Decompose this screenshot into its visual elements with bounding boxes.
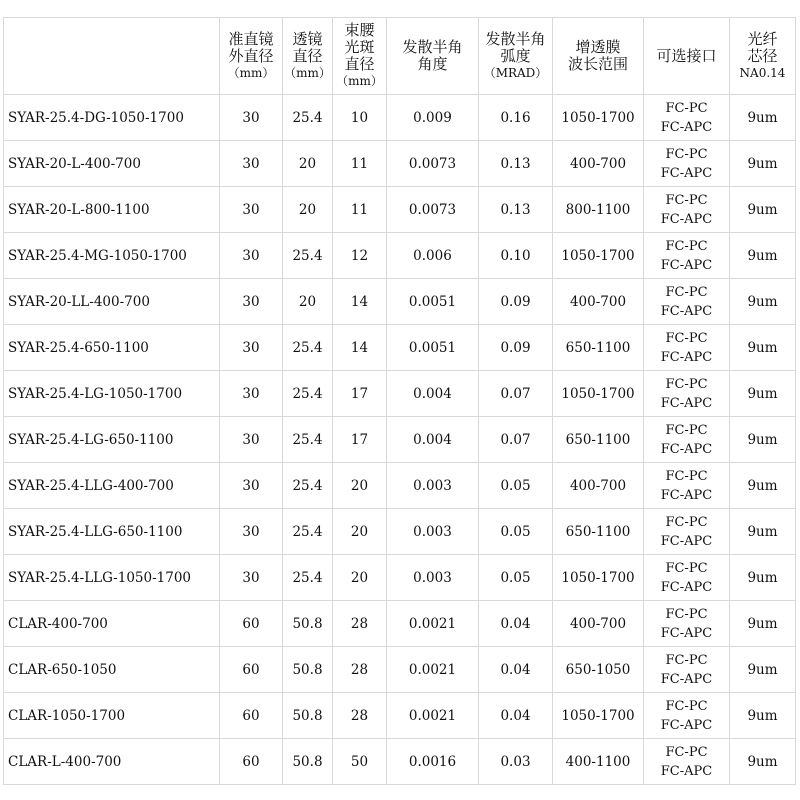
cell-model: CLAR-L-400-700 (4, 739, 220, 785)
cell-waist-diameter: 11 (333, 141, 387, 187)
connector-option: FC-APC (660, 119, 713, 135)
cell-model: CLAR-650-1050 (4, 647, 220, 693)
cell-half-angle-deg: 0.0021 (387, 693, 479, 739)
cell-collimator-od: 30 (220, 95, 283, 141)
connector-option: FC-PC (665, 100, 708, 116)
cell-half-angle-mrad: 0.10 (479, 233, 553, 279)
cell-model: SYAR-20-LL-400-700 (4, 279, 220, 325)
cell-model: SYAR-20-L-800-1100 (4, 187, 220, 233)
cell-lens-diameter: 25.4 (283, 463, 333, 509)
cell-model: SYAR-25.4-LG-650-1100 (4, 417, 220, 463)
cell-half-angle-mrad: 0.04 (479, 601, 553, 647)
cell-lens-diameter: 25.4 (283, 509, 333, 555)
cell-waist-diameter: 28 (333, 601, 387, 647)
cell-collimator-od: 30 (220, 371, 283, 417)
cell-model: SYAR-25.4-LLG-400-700 (4, 463, 220, 509)
cell-half-angle-mrad: 0.13 (479, 141, 553, 187)
cell-half-angle-deg: 0.003 (387, 509, 479, 555)
connector-option: FC-APC (660, 671, 713, 687)
cell-fiber-core: 9um (730, 325, 796, 371)
cell-model: SYAR-25.4-LG-1050-1700 (4, 371, 220, 417)
cell-connector (644, 187, 730, 233)
table-row (4, 601, 796, 647)
cell-waist-diameter: 17 (333, 417, 387, 463)
cell-model: SYAR-20-L-400-700 (4, 141, 220, 187)
cell-ar-range: 650-1100 (553, 325, 644, 371)
cell-fiber-core: 9um (730, 233, 796, 279)
table-row (4, 141, 796, 187)
cell-fiber-core: 9um (730, 693, 796, 739)
cell-waist-diameter: 12 (333, 233, 387, 279)
cell-fiber-core: 9um (730, 739, 796, 785)
table-row (4, 187, 796, 233)
table-row (4, 325, 796, 371)
cell-connector (644, 325, 730, 371)
cell-model: SYAR-25.4-LLG-650-1100 (4, 509, 220, 555)
table-row (4, 279, 796, 325)
connector-option: FC-APC (660, 257, 713, 273)
cell-ar-range: 1050-1700 (553, 693, 644, 739)
connector-option: FC-APC (660, 487, 713, 503)
cell-connector (644, 555, 730, 601)
cell-ar-range: 1050-1700 (553, 95, 644, 141)
cell-connector (644, 95, 730, 141)
connector-option: FC-APC (660, 349, 713, 365)
connector-option: FC-APC (660, 625, 713, 641)
header-connector: 可选接口 (644, 18, 730, 95)
cell-waist-diameter: 14 (333, 279, 387, 325)
cell-ar-range: 1050-1700 (553, 371, 644, 417)
header-row (4, 18, 796, 95)
header-half-angle-mrad: 发散半角 弧度 （MRAD） (479, 18, 553, 95)
cell-half-angle-mrad: 0.16 (479, 95, 553, 141)
cell-half-angle-deg: 0.006 (387, 233, 479, 279)
cell-half-angle-deg: 0.0021 (387, 601, 479, 647)
cell-waist-diameter: 28 (333, 693, 387, 739)
cell-lens-diameter: 50.8 (283, 601, 333, 647)
connector-option: FC-PC (665, 514, 708, 530)
cell-half-angle-deg: 0.0051 (387, 279, 479, 325)
connector-option: FC-APC (660, 441, 713, 457)
cell-connector (644, 279, 730, 325)
cell-collimator-od: 30 (220, 325, 283, 371)
cell-ar-range: 1050-1700 (553, 233, 644, 279)
cell-connector (644, 509, 730, 555)
cell-waist-diameter: 10 (333, 95, 387, 141)
connector-option: FC-APC (660, 395, 713, 411)
cell-fiber-core: 9um (730, 95, 796, 141)
cell-collimator-od: 30 (220, 279, 283, 325)
connector-option: FC-PC (665, 560, 708, 576)
cell-waist-diameter: 11 (333, 187, 387, 233)
cell-lens-diameter: 25.4 (283, 417, 333, 463)
cell-model: SYAR-25.4-LLG-1050-1700 (4, 555, 220, 601)
cell-half-angle-mrad: 0.09 (479, 325, 553, 371)
cell-collimator-od: 60 (220, 647, 283, 693)
cell-connector (644, 141, 730, 187)
connector-option: FC-PC (665, 330, 708, 346)
cell-collimator-od: 60 (220, 693, 283, 739)
cell-connector (644, 693, 730, 739)
cell-fiber-core: 9um (730, 279, 796, 325)
cell-collimator-od: 30 (220, 555, 283, 601)
cell-half-angle-mrad: 0.13 (479, 187, 553, 233)
connector-option: FC-APC (660, 763, 713, 779)
cell-fiber-core: 9um (730, 509, 796, 555)
cell-model: SYAR-25.4-MG-1050-1700 (4, 233, 220, 279)
cell-fiber-core: 9um (730, 555, 796, 601)
cell-model: CLAR-400-700 (4, 601, 220, 647)
header-collimator-od: 准直镜 外直径 （mm） (220, 18, 283, 95)
table-body (4, 95, 796, 785)
cell-lens-diameter: 25.4 (283, 95, 333, 141)
cell-lens-diameter: 50.8 (283, 647, 333, 693)
cell-waist-diameter: 50 (333, 739, 387, 785)
cell-half-angle-deg: 0.003 (387, 555, 479, 601)
cell-connector (644, 647, 730, 693)
cell-fiber-core: 9um (730, 417, 796, 463)
connector-option: FC-PC (665, 468, 708, 484)
cell-lens-diameter: 50.8 (283, 739, 333, 785)
cell-connector (644, 417, 730, 463)
cell-fiber-core: 9um (730, 371, 796, 417)
cell-fiber-core: 9um (730, 647, 796, 693)
cell-lens-diameter: 20 (283, 279, 333, 325)
table-row (4, 95, 796, 141)
connector-option: FC-PC (665, 606, 708, 622)
cell-lens-diameter: 20 (283, 141, 333, 187)
table-row (4, 417, 796, 463)
cell-fiber-core: 9um (730, 601, 796, 647)
connector-option: FC-APC (660, 211, 713, 227)
cell-half-angle-mrad: 0.07 (479, 417, 553, 463)
cell-ar-range: 800-1100 (553, 187, 644, 233)
cell-ar-range: 400-700 (553, 279, 644, 325)
connector-option: FC-PC (665, 652, 708, 668)
cell-waist-diameter: 14 (333, 325, 387, 371)
cell-half-angle-deg: 0.0073 (387, 187, 479, 233)
cell-half-angle-mrad: 0.09 (479, 279, 553, 325)
connector-option: FC-APC (660, 717, 713, 733)
cell-connector (644, 371, 730, 417)
cell-waist-diameter: 20 (333, 555, 387, 601)
cell-half-angle-mrad: 0.03 (479, 739, 553, 785)
cell-half-angle-mrad: 0.05 (479, 555, 553, 601)
cell-model: SYAR-25.4-650-1100 (4, 325, 220, 371)
cell-half-angle-deg: 0.0073 (387, 141, 479, 187)
cell-ar-range: 650-1050 (553, 647, 644, 693)
cell-collimator-od: 30 (220, 463, 283, 509)
cell-ar-range: 650-1100 (553, 417, 644, 463)
cell-lens-diameter: 25.4 (283, 325, 333, 371)
cell-lens-diameter: 25.4 (283, 233, 333, 279)
cell-lens-diameter: 20 (283, 187, 333, 233)
connector-option: FC-APC (660, 579, 713, 595)
cell-lens-diameter: 25.4 (283, 555, 333, 601)
header-waist-diameter: 束腰 光斑 直径 （mm） (333, 18, 387, 95)
cell-model: CLAR-1050-1700 (4, 693, 220, 739)
cell-waist-diameter: 28 (333, 647, 387, 693)
cell-half-angle-mrad: 0.07 (479, 371, 553, 417)
connector-option: FC-PC (665, 238, 708, 254)
cell-collimator-od: 30 (220, 141, 283, 187)
cell-ar-range: 400-1100 (553, 739, 644, 785)
table-row (4, 371, 796, 417)
cell-waist-diameter: 17 (333, 371, 387, 417)
connector-option: FC-APC (660, 533, 713, 549)
connector-option: FC-PC (665, 422, 708, 438)
cell-half-angle-mrad: 0.05 (479, 509, 553, 555)
header-fiber-core: 光纤 芯径 NA0.14 (730, 18, 796, 95)
header-model (4, 18, 220, 95)
cell-connector (644, 601, 730, 647)
cell-fiber-core: 9um (730, 463, 796, 509)
cell-ar-range: 1050-1700 (553, 555, 644, 601)
cell-half-angle-deg: 0.009 (387, 95, 479, 141)
cell-connector (644, 233, 730, 279)
cell-collimator-od: 30 (220, 509, 283, 555)
header-lens-diameter: 透镜 直径 （mm） (283, 18, 333, 95)
cell-ar-range: 400-700 (553, 141, 644, 187)
cell-waist-diameter: 20 (333, 509, 387, 555)
connector-option: FC-APC (660, 165, 713, 181)
cell-half-angle-mrad: 0.05 (479, 463, 553, 509)
cell-fiber-core: 9um (730, 141, 796, 187)
table-row (4, 555, 796, 601)
connector-option: FC-PC (665, 698, 708, 714)
cell-collimator-od: 30 (220, 187, 283, 233)
cell-ar-range: 650-1100 (553, 509, 644, 555)
cell-half-angle-deg: 0.0016 (387, 739, 479, 785)
connector-option: FC-PC (665, 376, 708, 392)
table-row (4, 647, 796, 693)
cell-lens-diameter: 25.4 (283, 371, 333, 417)
spec-table (3, 17, 796, 785)
connector-option: FC-APC (660, 303, 713, 319)
cell-half-angle-deg: 0.004 (387, 417, 479, 463)
table-row (4, 693, 796, 739)
cell-collimator-od: 60 (220, 601, 283, 647)
table-row (4, 233, 796, 279)
cell-collimator-od: 30 (220, 417, 283, 463)
cell-half-angle-deg: 0.003 (387, 463, 479, 509)
cell-collimator-od: 30 (220, 233, 283, 279)
cell-half-angle-deg: 0.0021 (387, 647, 479, 693)
cell-half-angle-mrad: 0.04 (479, 647, 553, 693)
table-row (4, 509, 796, 555)
cell-ar-range: 400-700 (553, 601, 644, 647)
table-row (4, 739, 796, 785)
cell-lens-diameter: 50.8 (283, 693, 333, 739)
header-half-angle-deg: 发散半角 角度 (387, 18, 479, 95)
cell-waist-diameter: 20 (333, 463, 387, 509)
cell-ar-range: 400-700 (553, 463, 644, 509)
cell-half-angle-deg: 0.0051 (387, 325, 479, 371)
cell-model: SYAR-25.4-DG-1050-1700 (4, 95, 220, 141)
connector-option: FC-PC (665, 146, 708, 162)
table-row (4, 463, 796, 509)
header-ar-range: 增透膜 波长范围 (553, 18, 644, 95)
cell-collimator-od: 60 (220, 739, 283, 785)
cell-connector (644, 739, 730, 785)
connector-option: FC-PC (665, 744, 708, 760)
connector-option: FC-PC (665, 192, 708, 208)
cell-connector (644, 463, 730, 509)
cell-fiber-core: 9um (730, 187, 796, 233)
cell-half-angle-deg: 0.004 (387, 371, 479, 417)
connector-option: FC-PC (665, 284, 708, 300)
cell-half-angle-mrad: 0.04 (479, 693, 553, 739)
